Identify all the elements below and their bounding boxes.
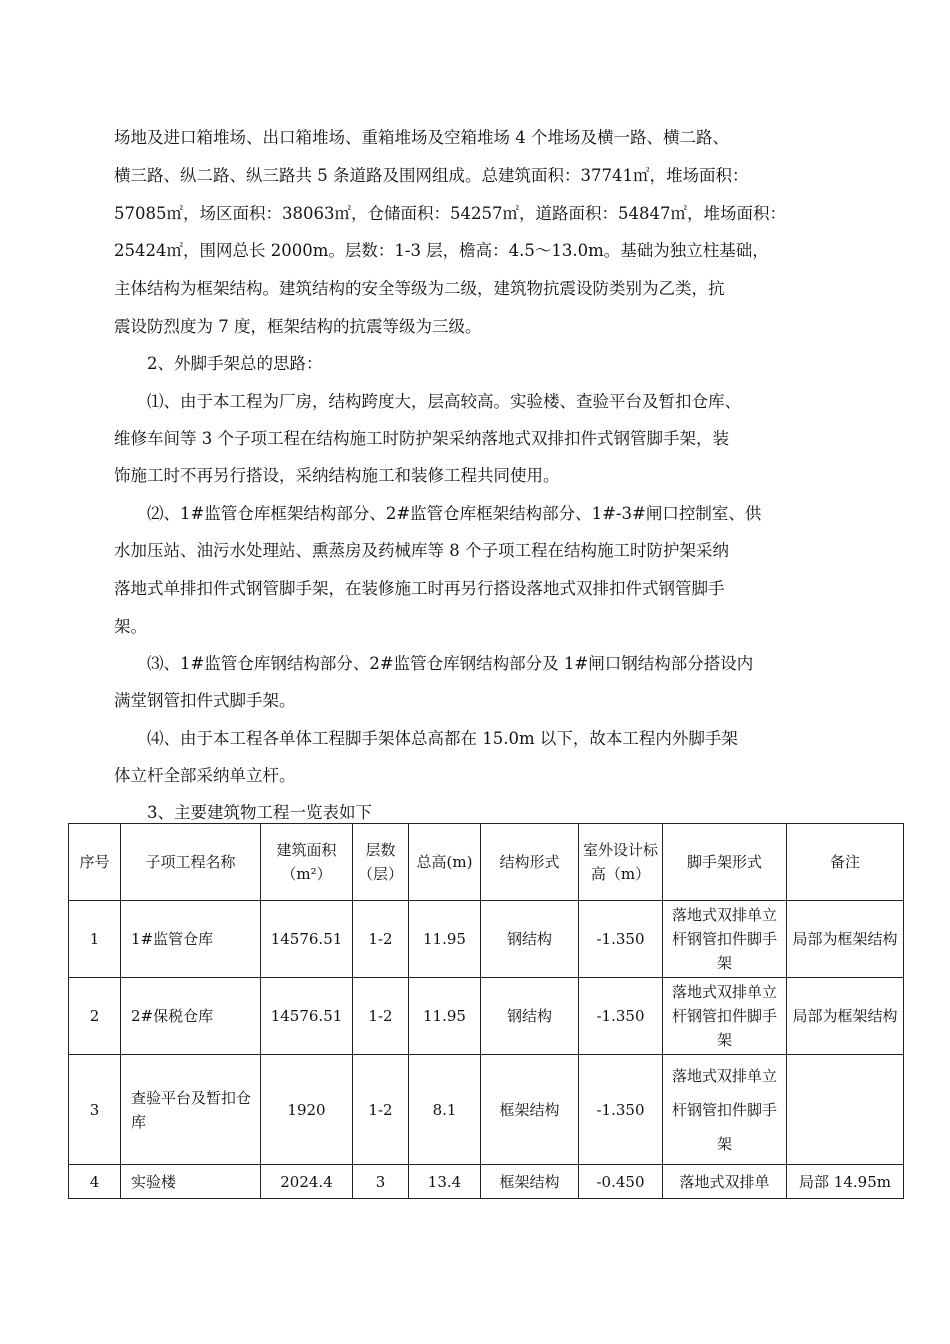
table-cell: 落地式双排单立杆钢管扣件脚手架 [663, 1055, 787, 1165]
header-cell: 层数（层） [353, 824, 409, 901]
table-cell: 14576.51 [261, 901, 353, 978]
table-row [69, 901, 904, 978]
paragraph-line: 满堂钢管扣件式脚手架。 [114, 691, 296, 710]
header-cell: 结构形式 [481, 824, 579, 901]
paragraph-line: 体立杆全部采纳单立杆。 [114, 766, 296, 785]
header-cell: 子项工程名称 [121, 824, 261, 901]
paragraph-line: 57085㎡，场区面积：38063㎡，仓储面积：54257㎡，道路面积：54847㎡，堆场面积： [114, 204, 786, 223]
table-cell: 局部为框架结构 [787, 978, 904, 1055]
table-cell: 13.4 [409, 1165, 481, 1199]
paragraph-line: 饰施工时不再另行搭设，采纳结构施工和装修工程共同使用。 [114, 466, 560, 485]
table-cell: 落地式双排单立杆钢管扣件脚手架 [663, 978, 787, 1055]
table-row [69, 978, 904, 1055]
table-cell: 11.95 [409, 901, 481, 978]
paragraph-line: 震设防烈度为 7 度，框架结构的抗震等级为三级。 [114, 317, 482, 336]
table-cell: 框架结构 [481, 1055, 579, 1165]
header-cell: 序号 [69, 824, 121, 901]
table-cell: 2#保税仓库 [121, 978, 261, 1055]
table-cell: -1.350 [579, 1055, 663, 1165]
table-cell: -1.350 [579, 978, 663, 1055]
paragraph-line: ⑴、由于本工程为厂房，结构跨度大，层高较高。实验楼、查验平台及暂扣仓库、 [147, 392, 741, 411]
paragraph-line: ⑵、1#监管仓库框架结构部分、2#监管仓库框架结构部分、1#-3#闸口控制室、供 [147, 504, 762, 523]
paragraph-line: 横三路、纵二路、纵三路共 5 条道路及围网组成。总建筑面积：37741㎡，堆场面积： [114, 166, 749, 185]
table-cell: 钢结构 [481, 978, 579, 1055]
table-cell: 1-2 [353, 1055, 409, 1165]
paragraph-line: 25424㎡，围网总长 2000m。层数：1-3 层，檐高：4.5～13.0m。基础为独立柱基础， [114, 241, 769, 260]
table-row [69, 1055, 904, 1165]
table-cell: 钢结构 [481, 901, 579, 978]
header-cell: 脚手架形式 [663, 824, 787, 901]
table-cell: 落地式双排单立杆钢管扣件脚手架 [663, 901, 787, 978]
table-cell: 8.1 [409, 1055, 481, 1165]
paragraph-line: 架。 [114, 617, 147, 636]
header-cell: 总高(m) [409, 824, 481, 901]
table-cell: -0.450 [579, 1165, 663, 1199]
table-cell: 1 [69, 901, 121, 978]
table-cell: 实验楼 [121, 1165, 261, 1199]
table-cell: 1-2 [353, 901, 409, 978]
header-cell: 建筑面积（m²） [261, 824, 353, 901]
table-cell: 1-2 [353, 978, 409, 1055]
table-cell: 查验平台及暂扣仓库 [121, 1055, 261, 1165]
table-cell: 1#监管仓库 [121, 901, 261, 978]
table-cell: -1.350 [579, 901, 663, 978]
header-cell: 备注 [787, 824, 904, 901]
table-cell: 落地式双排单 [663, 1165, 787, 1199]
section-heading: 2、外脚手架总的思路： [147, 354, 323, 373]
table-cell: 2024.4 [261, 1165, 353, 1199]
table-row [69, 1165, 904, 1199]
paragraph-line: ⑷、由于本工程各单体工程脚手架体总高都在 15.0m 以下，故本工程内外脚手架 [147, 729, 738, 748]
table-cell: 1920 [261, 1055, 353, 1165]
paragraph-line: 落地式单排扣件式钢管脚手架，在装修施工时再另行搭设落地式双排扣件式钢管脚手 [114, 579, 725, 598]
table-cell: 局部为框架结构 [787, 901, 904, 978]
paragraph-line: 水加压站、油污水处理站、熏蒸房及药械库等 8 个子项工程在结构施工时防护架采纳 [114, 541, 729, 560]
table-cell [787, 1055, 904, 1165]
table-cell: 2 [69, 978, 121, 1055]
table-cell: 14576.51 [261, 978, 353, 1055]
buildings-table [68, 823, 904, 1199]
table-header-row [69, 824, 904, 901]
paragraph-line: 维修车间等 3 个子项工程在结构施工时防护架采纳落地式双排扣件式钢管脚手架，装 [114, 429, 729, 448]
paragraph-line: 场地及进口箱堆场、出口箱堆场、重箱堆场及空箱堆场 4 个堆场及横一路、横二路、 [114, 128, 729, 147]
header-cell: 室外设计标高（m） [579, 824, 663, 901]
table-cell: 3 [69, 1055, 121, 1165]
paragraph-line: 主体结构为框架结构。建筑结构的安全等级为二级，建筑物抗震设防类别为乙类，抗 [114, 279, 725, 298]
paragraph-line: ⑶、1#监管仓库钢结构部分、2#监管仓库钢结构部分及 1#闸口钢结构部分搭设内 [147, 654, 754, 673]
table-cell: 11.95 [409, 978, 481, 1055]
table-cell: 框架结构 [481, 1165, 579, 1199]
section-heading: 3、主要建筑物工程一览表如下 [147, 803, 372, 822]
table-cell: 3 [353, 1165, 409, 1199]
table-cell: 局部 14.95m [787, 1165, 904, 1199]
table-cell: 4 [69, 1165, 121, 1199]
